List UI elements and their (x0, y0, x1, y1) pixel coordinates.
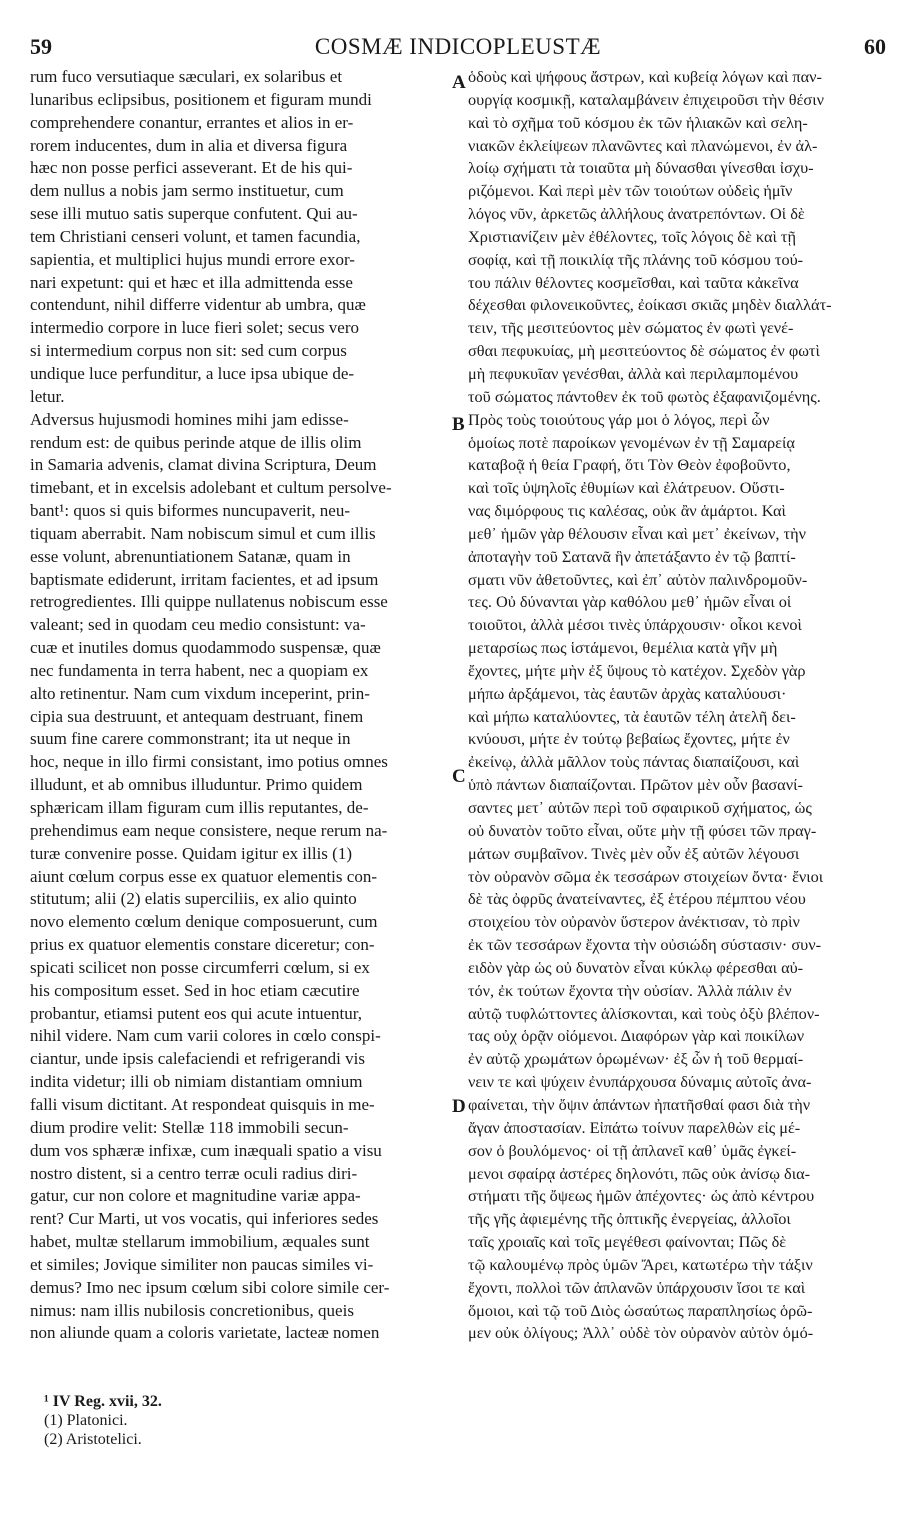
latin-line: dum vos sphæræ infixæ, cum inæquali spatio a visu (30, 1140, 382, 1160)
latin-line: tiquam aberrabit. Nam nobiscum simul et cum illis (30, 523, 376, 543)
latin-line: ciantur, unde ipsis calefaciendi et refrigerandi vis (30, 1049, 365, 1069)
latin-line: prius ex quatuor elementis constare diceretur; con- (30, 935, 375, 955)
latin-line: spicati scilicet non posse circumferri cœlum, si ex (30, 957, 370, 977)
latin-line: esse volunt, abrenuntiationem Satanæ, quam in (30, 546, 351, 566)
greek-line: τὸν οὐρανὸν σῶμα ἐκ τεσσάρων στοιχείων ὄντα· ἔνιοι (468, 866, 824, 886)
greek-line: νας διμόρφους τις καλέσας, οὐκ ἂν ἁμάρτοι. Καὶ (468, 501, 786, 521)
latin-line: baptismate ediderunt, irritam facientes, et ad ipsum (30, 569, 379, 589)
latin-line: prehendimus eam neque consistere, neque rerum na- (30, 820, 388, 840)
latin-line: sphæricam illam figuram cum illis reputantes, de- (30, 798, 369, 817)
greek-line: τας οὐχ ὁρᾷν οἰόμενοι. Διαφόρων γὰρ καὶ ποικίλων (468, 1026, 805, 1046)
latin-line: timebant, et in excelsis adolebant et cultum persolve- (30, 478, 392, 498)
section-marker-a: A (452, 72, 466, 93)
greek-line: φαίνεται, τὴν ὄψιν ἁπάντων ἠπατῆσθαί φασι διὰ τὴν (468, 1094, 811, 1114)
greek-line: σον ὁ βουλόμενος· οἱ τῇ ἀπλανεῖ καθ᾽ ὑμᾶς ἐγκεί- (468, 1140, 797, 1160)
greek-line: τῷ καλουμένῳ πρὸς ὑμῶν Ἄρει, κατωτέρω τὴν τάξιν (468, 1254, 813, 1274)
latin-line: letur. (30, 386, 65, 406)
greek-line: τόν, ἐκ τούτων ἔχοντα τὴν οὐσίαν. Ἀλλὰ πάλιν ἐν (468, 980, 792, 1000)
latin-line: et similes; Jovique similiter non paucas similes vi- (30, 1254, 374, 1274)
greek-line: δὲ τὰς ὀφρῦς ἀνατείναντες, ἐξ ἑτέρου πέμπτου νέου (468, 889, 806, 909)
section-marker-c: C (452, 766, 466, 787)
latin-line: rum fuco versutiaque sæculari, ex solaribus et (30, 67, 343, 86)
latin-line: sapientia, et multiplici hujus mundi errore exor- (30, 249, 355, 269)
greek-line: ὁμοίως ποτὲ παροίκων γενομένων ἐν τῇ Σαμαρείᾳ (468, 432, 795, 452)
latin-line: nostro distent, si a centro terræ oculi radius diri- (30, 1163, 358, 1183)
greek-line: νιακῶν ἐκλείψεων πλανῶντες καὶ πλανώμενοι, ἐν ἀλ- (468, 135, 818, 155)
running-title: COSMÆ INDICOPLEUSTÆ (314, 34, 602, 59)
greek-line: Χριστιανίζειν μὲν ἐθέλοντες, τοῖς λόγοις δὲ καὶ τῇ (468, 226, 796, 246)
greek-line: Πρὸς τοὺς τοιούτους γάρ μοι ὁ λόγος, περὶ ὧν (468, 409, 770, 429)
greek-line: μεν οὐκ ὀλίγους; Ἀλλ᾽ οὐδὲ τὸν οὐρανὸν αὐτὸν ὁμό- (468, 1323, 814, 1343)
greek-line: μεταρσίως πως ἱστάμενοι, θεμέλια κατὰ γῆν μὴ (468, 638, 778, 658)
latin-line: intermedio corpore in luce fieri solet; secus vero (30, 318, 360, 338)
greek-line: καὶ τοῖς ὑψηλοῖς ἐθυμίων καὶ ἐλάτρευον. Οὕστι- (468, 478, 785, 498)
greek-line: καὶ τὸ σχῆμα τοῦ κόσμου ἐκ τῶν ἡλιακῶν καὶ σελη- (468, 112, 808, 132)
latin-line: cipia sua destruunt, et antequam destruant, finem (30, 706, 364, 726)
latin-line: tem Christiani censeri volunt, et tamen facundia, (30, 226, 361, 246)
latin-line: rorem inducentes, dum in alia et diversa figura (30, 135, 348, 155)
latin-line: dem nullus a nobis jam sermo instituetur, cum (30, 181, 344, 201)
greek-line: μεθ᾽ ἡμῶν γὰρ θέλουσιν εἶναι καὶ μετ᾽ ἐκείνων, τὴν (468, 523, 806, 543)
latin-line: rendum est: de quibus perinde atque de illis olim (30, 432, 362, 452)
footnote: ¹ IV Reg. xvii, 32. (44, 1393, 162, 1410)
greek-line: τοιοῦτοι, ἀλλὰ μέσοι τινὲς ὑπάρχουσιν· οἶκοι κενοὶ (468, 615, 802, 635)
left-page-number: 59 (30, 34, 52, 59)
latin-line: retrogredientes. Illi quippe nullatenus nobiscum esse (30, 592, 388, 612)
greek-line: μὴ πεφυκυῖαν γενέσθαι, ἀλλὰ καὶ περιλαμπομένου (468, 363, 799, 383)
greek-line: ουργίᾳ κοσμικῇ, καταλαμβάνειν ἐπιχειροῦσι τὴν θέσιν (468, 89, 824, 109)
latin-line: indita videtur; illi ob nimiam distantiam omnium (30, 1072, 363, 1092)
greek-line: τες. Οὐ δύνανται γὰρ καθόλου μεθ᾽ ἡμῶν εἶναι οἱ (468, 592, 792, 612)
greek-line: αὐτῷ τυφλώττοντες ἁλίσκονται, καὶ τοὺς ὀξὺ βλέπον- (468, 1003, 820, 1023)
greek-line: καὶ μήπω καταλύοντες, τὰ ἑαυτῶν τέλη ἀτελῆ δει- (468, 706, 796, 726)
section-marker-b: B (452, 414, 465, 435)
latin-line: lunaribus eclipsibus, positionem et figuram mundi (30, 89, 372, 109)
latin-line: alto retinentur. Nam cum vixdum inceperint, prin- (30, 683, 370, 703)
latin-line: gatur, cur non colore et magnitudine variæ appa- (30, 1186, 361, 1206)
section-marker-d: D (452, 1096, 466, 1117)
greek-line: τειν, τῆς μεσιτεύοντος μὲν σώματος ἐν φωτὶ γενέ- (468, 318, 794, 338)
latin-line: demus? Imo nec ipsum cœlum sibi colore simile cer- (30, 1277, 390, 1297)
greek-line: σαντες μετ᾽ αὐτῶν περὶ τοῦ σφαιρικοῦ σχήματος, ὡς (468, 798, 812, 817)
greek-line: λόγος νῦν, ἀρκετῶς ἀλλήλους ἀνατρεπόντων. Οἱ δὲ (468, 204, 805, 224)
latin-line: Adversus hujusmodi homines mihi jam edisse- (30, 409, 349, 429)
greek-line: μάτων συμβαῖνον. Τινὲς μὲν οὖν ἐξ αὐτῶν λέγουσι (468, 843, 800, 863)
latin-line: rent? Cur Marti, ut vos vocatis, qui inferiores sedes (30, 1209, 379, 1229)
latin-line: suum fine carere commonstrant; ita ut neque in (30, 729, 351, 749)
greek-line: σθαι πεφυκυίας, μὴ μεσιτεύοντος δὲ σώματος ἐν φωτὶ (468, 341, 820, 361)
latin-line: sese illi mutuo satis superque confutent. Qui au- (30, 204, 358, 224)
latin-line: nihil videre. Nam cum varii colores in cœlo conspi- (30, 1026, 381, 1046)
latin-line: si intermedium corpus non sit: sed cum corpus (30, 341, 347, 361)
greek-line: τῆς γῆς ἀφιεμένης τῆς ὀπτικῆς ἐνεργείας, ἀλλοῖοι (468, 1209, 791, 1229)
greek-line: ἐκ τῶν τεσσάρων ἔχοντα τὴν οὐσιώδη σύστασιν· συν- (468, 935, 822, 955)
latin-line: habet, multæ stellarum immobilium, æquales sunt (30, 1232, 370, 1252)
greek-line: ἔχοντες, μήτε μὴν ἐξ ὕψους τὸ κατέχον. Σχεδὸν γὰρ (468, 660, 806, 680)
latin-line: stitutum; alii (2) elatis superciliis, ex alio quinto (30, 889, 357, 909)
latin-line: illudunt, et ab omnibus illuduntur. Primo quidem (30, 775, 363, 795)
latin-line: nari expetunt: qui et hæc et illa admittenda esse (30, 272, 353, 292)
greek-line: του πάλιν θέλοντες κοσμεῖσθαι, καὶ ταῦτα κἀκεῖνα (468, 272, 799, 292)
latin-line: non aliunde quam a coloris varietate, lacteæ nomen (30, 1323, 380, 1343)
latin-line: probantur, etiamsi putent eos qui acute intuentur, (30, 1003, 362, 1023)
latin-line: nec fundamenta in terra habent, nec a quopiam ex (30, 660, 369, 680)
greek-line: μήπω ἀρξάμενοι, τὰς ἑαυτῶν ἀρχὰς καταλύουσι· (468, 683, 787, 703)
latin-line: his compositum esset. Sed in hoc etiam cæcutire (30, 980, 360, 1000)
greek-line: ἔχοντι, πολλοὶ τῶν ἀπλανῶν ὑπάρχουσιν ἴσοι τε καὶ (468, 1277, 806, 1297)
greek-line: ἐν αὐτῷ χρωμάτων ὁρωμένων· ἐξ ὧν ἡ τοῦ θερμαί- (468, 1049, 804, 1069)
greek-line: δέχεσθαι φιλονεικοῦντες, ἐοίκασι σκιᾶς μηδὲν διαλλάτ- (468, 295, 832, 315)
latin-line: cuæ et inutiles domus quodammodo suspensæ, quæ (30, 638, 381, 658)
latin-line: contendunt, nihil differre videntur ab umbra, quæ (30, 295, 366, 315)
latin-line: hoc, neque in illo firmi consistant, imo potius omnes (30, 752, 388, 772)
latin-line: falli visum dictitant. At respondeat quisquis in me- (30, 1094, 375, 1114)
greek-line: νειν τε καὶ ψύχειν ἐνυπάρχουσα δύναμις αὐτοῖς ἀνα- (468, 1072, 812, 1092)
latin-line: valeant; sed in quodam ceu medio consistunt: va- (30, 615, 366, 635)
greek-line: μενοι σφαίρᾳ ἀστέρες δηλονότι, πῶς οὐκ ἀνίσῳ δια- (468, 1163, 811, 1183)
greek-line: κνύουσι, μήτε ἐν τούτῳ βεβαίως ἔχοντες, μήτε ἐν (468, 729, 790, 749)
greek-line: στήματι τῆς ὄψεως ἡμῶν ἀπέχοντες· ὡς ἀπὸ κέντρου (468, 1186, 815, 1206)
footnote: (2) Aristotelici. (44, 1431, 142, 1448)
latin-line: dium prodire velit: Stellæ 118 immobili secun- (30, 1117, 349, 1137)
greek-line: ἀποταγὴν τοῦ Σατανᾶ ἣν ἀπετάξαντο ἐν τῷ βαπτί- (468, 546, 796, 566)
greek-line: ἐκείνῳ, ἀλλὰ μᾶλλον τοὺς πάντας διαπαίζουσι, καὶ (468, 752, 800, 772)
latin-line: turæ convenire posse. Quidam igitur ex illis (1) (30, 843, 352, 863)
latin-line: aiunt cœlum corpus esse ex quatuor elementis con- (30, 866, 377, 886)
greek-line: ειδὸν γὰρ ὡς οὐ δυνατὸν εἶναι κύκλῳ φέρεσθαι αὐ- (468, 957, 804, 977)
latin-line: novo elemento cœlum denique composuerunt, cum (30, 912, 378, 932)
greek-line: ὑπὸ πάντων διαπαίζονται. Πρῶτον μὲν οὖν βασανί- (468, 775, 803, 795)
footnote: (1) Platonici. (44, 1412, 128, 1429)
latin-line: hæc non posse perfici asseverant. Et de his qui- (30, 158, 353, 178)
footnotes (44, 1392, 444, 1449)
greek-line: σοφίᾳ, καὶ τῇ ποικιλίᾳ τῆς πλάνης τοῦ κόσμου τού- (468, 249, 804, 269)
greek-line: λοίῳ σχήματι τὰ τοιαῦτα μὴ δύνασθαι γίνεσθαι ἰσχυ- (468, 158, 814, 178)
latin-column (30, 66, 450, 1345)
greek-line: ριζόμενοι. Καὶ περὶ μὲν τῶν τοιούτων οὐδεὶς ἡμῖν (468, 181, 793, 201)
greek-line: ὅμοιοι, καὶ τῷ τοῦ Διὸς ὡσαύτως παραπλησίως ὁρῶ- (468, 1300, 813, 1320)
latin-line: undique luce perfunditur, a luce ipsa ubique de- (30, 363, 355, 383)
greek-column (468, 66, 878, 1345)
greek-line: ὁδοὺς καὶ ψήφους ἄστρων, καὶ κυβείᾳ λόγων καὶ παν- (468, 67, 822, 86)
greek-line: οὐ δυνατὸν τοῦτο εἶναι, οὔτε μὴν τῇ φύσει τῶν πραγ- (468, 820, 817, 840)
latin-line: nimus: nam illis nubilosis concretionibus, queis (30, 1300, 354, 1320)
greek-line: τοῦ σώματος πάντοθεν ἐκ τοῦ φωτὸς ἐξαφανιζομένης. (468, 386, 821, 406)
page-header (30, 34, 886, 64)
greek-line: καταβοᾷ ἡ θεία Γραφή, ὅτι Τὸν Θεὸν ἐφοβοῦντο, (468, 455, 791, 475)
latin-line: comprehendere conantur, errantes et alios in er- (30, 112, 354, 132)
right-page-number: 60 (864, 34, 886, 59)
greek-line: σματι νῦν ἀθετοῦντες, καὶ ἐπ᾽ αὐτὸν παλινδρομοῦν- (468, 569, 808, 589)
latin-line: bant¹: quos si quis biformes nuncupaverit, neu- (30, 501, 351, 521)
greek-line: ταῖς χροιαῖς καὶ τοῖς μεγέθεσι φαίνονται; Πῶς δὲ (468, 1232, 787, 1252)
greek-line: ἄγαν ἀποστασίαν. Εἰπάτω τοίνυν παρελθὼν εἰς μέ- (468, 1117, 801, 1137)
greek-line: στοιχείου τὸν οὐρανὸν ὕστερον ἀνέκτισαν, τὸ πρὶν (468, 912, 800, 932)
latin-line: in Samaria advenis, clamat divina Scriptura, Deum (30, 455, 377, 475)
